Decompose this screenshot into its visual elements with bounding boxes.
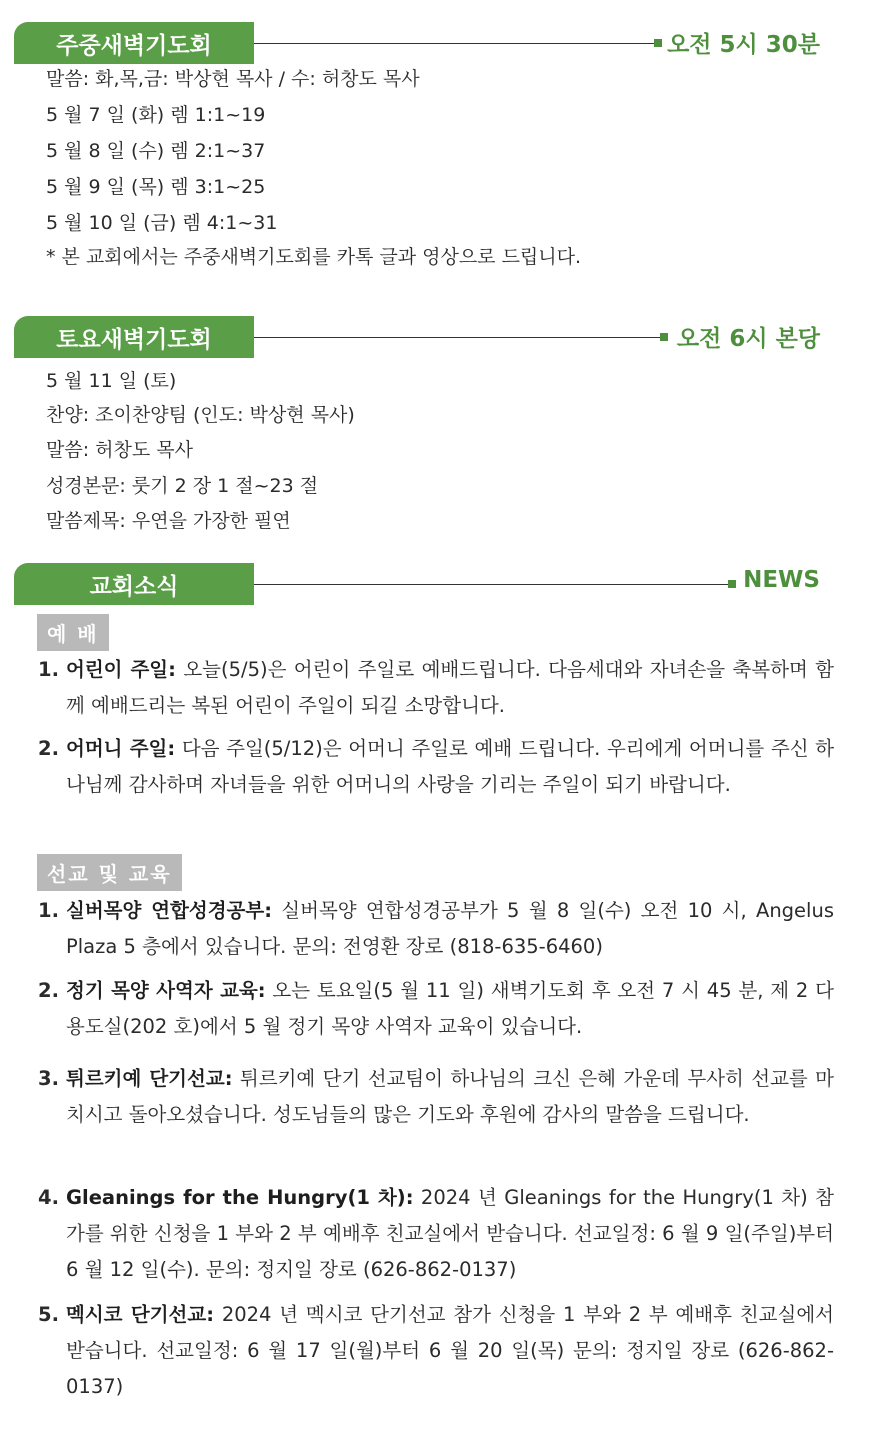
- news-item: [38, 1061, 834, 1133]
- item-title: 멕시코 단기선교:: [66, 1303, 215, 1326]
- section-tab: 토요새벽기도회: [14, 316, 254, 358]
- subheading-worship: 예 배: [37, 614, 109, 651]
- schedule-line: 5 월 9 일 (목) 렘 3:1~25: [46, 176, 266, 198]
- item-text: 실버목양 연합성경공부가 5 월 8 일(수) 오전 10 시, Angelus Plaza 5 층에서 있습니다. 문의: 전영환 장로 (818-635-6460): [66, 899, 834, 958]
- section-header-saturday-prayer: [14, 316, 820, 358]
- item-number: 2.: [38, 737, 59, 760]
- schedule-line: 5 월 7 일 (화) 렘 1:1~19: [46, 104, 266, 126]
- item-number: 1.: [38, 658, 59, 681]
- news-item: [38, 1297, 834, 1405]
- praise-line: 찬양: 조이찬양팀 (인도: 박상현 목사): [46, 404, 355, 426]
- item-title: 튀르키예 단기선교:: [66, 1067, 233, 1090]
- item-title: 어머니 주일:: [66, 737, 176, 760]
- bullet-square: [660, 333, 668, 341]
- schedule-line: 5 월 8 일 (수) 렘 2:1~37: [46, 140, 266, 162]
- section-header-weekday-prayer: [14, 22, 820, 64]
- item-number: 3.: [38, 1067, 59, 1090]
- news-item: [38, 893, 834, 965]
- sermon-title-line: 말씀제목: 우연을 가장한 필연: [46, 510, 291, 532]
- item-title: Gleanings for the Hungry(1 차):: [66, 1186, 414, 1209]
- section-time: 오전 6시 본당: [676, 326, 820, 352]
- divider-line: [254, 584, 734, 585]
- sermon-line: 말씀: 허창도 목사: [46, 439, 193, 461]
- news-item: [38, 731, 834, 803]
- sermon-line: 말씀: 화,목,금: 박상현 목사 / 수: 허창도 목사: [46, 68, 420, 90]
- section-tab: 주중새벽기도회: [14, 22, 254, 64]
- section-tab: 교회소식: [14, 563, 254, 605]
- item-number: 4.: [38, 1186, 59, 1209]
- item-text: 튀르키예 단기 선교팀이 하나님의 크신 은혜 가운데 무사히 선교를 마치시고 돌아오셨습니다. 성도님들의 많은 기도와 후원에 감사의 말씀을 드립니다.: [66, 1067, 834, 1126]
- item-text: 다음 주일(5/12)은 어머니 주일로 예배 드립니다. 우리에게 어머니를 주신 하나님께 감사하며 자녀들을 위한 어머니의 사랑을 기리는 주일이 되기 바랍니다.: [66, 737, 835, 796]
- section-time: 오전 5시 30분: [667, 32, 820, 58]
- item-text: 2024 년 Gleanings for the Hungry(1 차) 참가를 위한 신청을 1 부와 2 부 예배후 친교실에서 받습니다. 선교일정: 6 월 9 일(주일)부터 6 월 12 일(수). 문의: 정지일 장로 (626-862-0137): [66, 1186, 834, 1281]
- subheading-mission-education: 선교 및 교육: [37, 854, 182, 891]
- item-number: 5.: [38, 1303, 59, 1326]
- item-text: 오는 토요일(5 월 11 일) 새벽기도회 후 오전 7 시 45 분, 제 2 다용도실(202 호)에서 5 월 정기 목양 사역자 교육이 있습니다.: [66, 979, 834, 1038]
- item-title: 어린이 주일:: [66, 658, 176, 681]
- divider-line: [254, 337, 660, 338]
- news-item: [38, 652, 834, 724]
- news-item: [38, 1180, 834, 1288]
- news-item: [38, 973, 834, 1045]
- item-title: 정기 목양 사역자 교육:: [66, 979, 266, 1002]
- section-header-news: [14, 563, 820, 605]
- bullet-square: [728, 580, 736, 588]
- schedule-line: 5 월 10 일 (금) 렘 4:1~31: [46, 212, 278, 234]
- divider-line: [254, 43, 654, 44]
- scripture-line: 성경본문: 룻기 2 장 1 절~23 절: [46, 475, 319, 497]
- item-number: 1.: [38, 899, 59, 922]
- bullet-square: [654, 39, 662, 47]
- item-text: 2024 년 멕시코 단기선교 참가 신청을 1 부와 2 부 예배후 친교실에서 받습니다. 선교일정: 6 월 17 일(월)부터 6 월 20 일(목) 문의: 정지일 장로 (626-862-0137): [66, 1303, 834, 1398]
- date-line: 5 월 11 일 (토): [46, 370, 177, 392]
- item-text: 오늘(5/5)은 어린이 주일로 예배드립니다. 다음세대와 자녀손을 축복하며 함께 예배드리는 복된 어린이 주일이 되길 소망합니다.: [66, 658, 834, 717]
- item-number: 2.: [38, 979, 59, 1002]
- item-title: 실버목양 연합성경공부:: [66, 899, 273, 922]
- section-tag-news: NEWS: [743, 567, 820, 593]
- note-line: * 본 교회에서는 주중새벽기도회를 카톡 글과 영상으로 드립니다.: [46, 246, 582, 268]
